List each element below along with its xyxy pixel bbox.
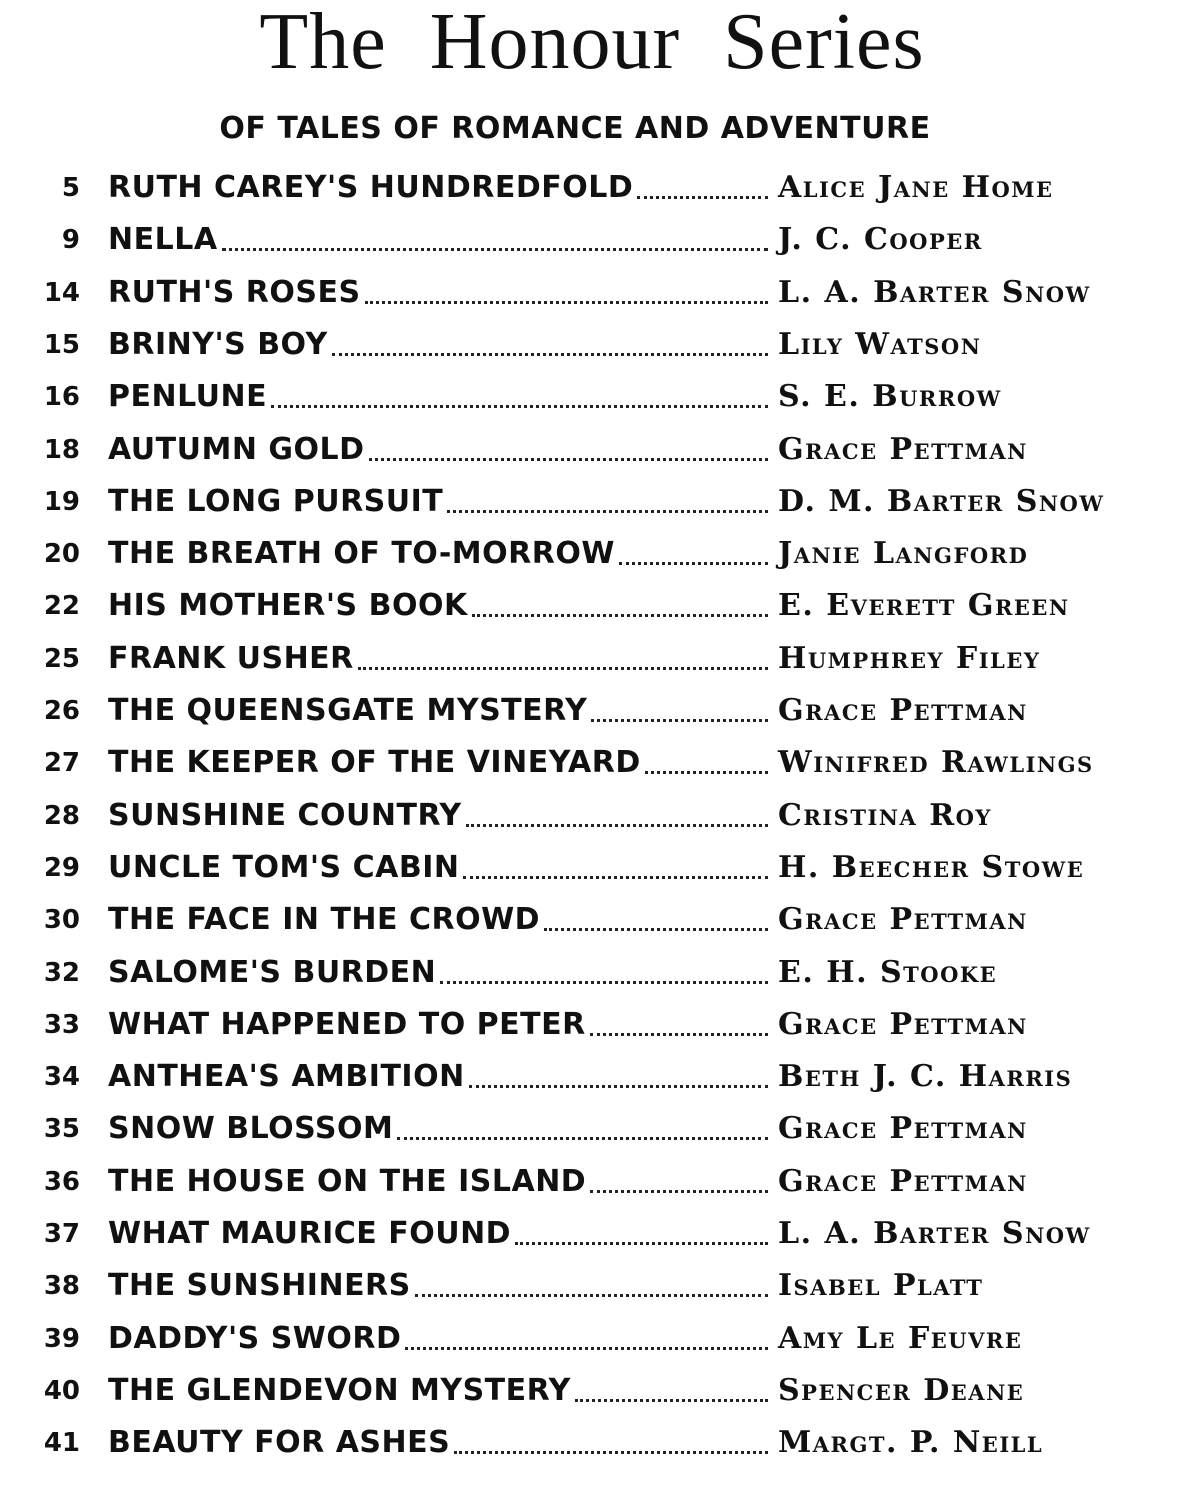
book-title-with-leader — [108, 271, 768, 315]
list-item — [0, 741, 1184, 785]
book-number: 41 — [43, 1428, 80, 1458]
list-item — [0, 375, 1184, 419]
book-title-with-leader — [108, 1055, 768, 1099]
book-author: Grace Pettman — [778, 432, 1028, 467]
book-author: H. Beecher Stowe — [778, 850, 1085, 885]
book-author: Margt. P. Neill — [778, 1425, 1044, 1460]
dotted-leader — [645, 771, 768, 774]
dotted-leader — [454, 1451, 768, 1454]
book-title-with-leader — [108, 741, 768, 785]
book-author: Grace Pettman — [778, 693, 1028, 728]
book-title: PENLUNE — [108, 379, 268, 414]
book-title: THE KEEPER OF THE VINEYARD — [108, 745, 641, 780]
book-title-with-leader — [108, 794, 768, 838]
book-author: L. A. Barter Snow — [778, 275, 1091, 310]
list-item — [0, 951, 1184, 995]
book-author: Lily Watson — [778, 327, 982, 362]
list-item — [0, 1317, 1184, 1361]
book-number: 9 — [61, 225, 80, 255]
book-number: 34 — [43, 1062, 80, 1092]
list-item — [0, 1369, 1184, 1413]
dotted-leader — [590, 1190, 768, 1193]
dotted-leader — [222, 248, 768, 251]
list-item — [0, 480, 1184, 524]
book-title: BRINY'S BOY — [108, 327, 328, 362]
book-title: RUTH'S ROSES — [108, 275, 361, 310]
list-item — [0, 1264, 1184, 1308]
book-author: Amy Le Feuvre — [778, 1321, 1023, 1356]
dotted-leader — [397, 1137, 768, 1140]
book-number: 37 — [43, 1219, 80, 1249]
dotted-leader — [405, 1347, 768, 1350]
list-item — [0, 1212, 1184, 1256]
book-title: THE LONG PURSUIT — [108, 484, 444, 519]
book-number: 39 — [43, 1324, 80, 1354]
book-title: SNOW BLOSSOM — [108, 1111, 394, 1146]
book-title-with-leader — [108, 428, 768, 472]
book-author: Grace Pettman — [778, 902, 1028, 937]
book-number: 35 — [43, 1114, 80, 1144]
book-author: E. H. Stooke — [778, 955, 998, 990]
book-title: DADDY'S SWORD — [108, 1321, 402, 1356]
book-title: THE HOUSE ON THE ISLAND — [108, 1164, 587, 1199]
book-author: Grace Pettman — [778, 1111, 1028, 1146]
book-title: THE QUEENSGATE MYSTERY — [108, 693, 588, 728]
book-title-with-leader — [108, 951, 768, 995]
book-title: THE BREATH OF TO-MORROW — [108, 536, 615, 571]
book-title: WHAT HAPPENED TO PETER — [108, 1007, 586, 1042]
book-title-with-leader — [108, 1264, 768, 1308]
book-number: 33 — [43, 1010, 80, 1040]
book-number: 30 — [43, 905, 80, 935]
list-item — [0, 218, 1184, 262]
dotted-leader — [469, 1085, 768, 1088]
book-number: 15 — [43, 330, 80, 360]
book-title-with-leader — [108, 898, 768, 942]
book-number: 25 — [43, 644, 80, 674]
book-number: 38 — [43, 1271, 80, 1301]
book-number: 5 — [61, 173, 80, 203]
book-title-with-leader — [108, 1369, 768, 1413]
list-item — [0, 532, 1184, 576]
dotted-leader — [271, 405, 768, 408]
book-number: 19 — [43, 487, 80, 517]
list-item — [0, 323, 1184, 367]
book-author: D. M. Barter Snow — [778, 484, 1105, 519]
dotted-leader — [332, 353, 768, 356]
book-number: 22 — [43, 591, 80, 621]
book-author: Beth J. C. Harris — [778, 1059, 1073, 1094]
book-number: 28 — [43, 801, 80, 831]
list-item — [0, 1160, 1184, 1204]
book-title-with-leader — [108, 1317, 768, 1361]
list-item — [0, 898, 1184, 942]
dotted-leader — [515, 1242, 768, 1245]
book-title-with-leader — [108, 218, 768, 262]
book-number: 40 — [43, 1376, 80, 1406]
list-item — [0, 428, 1184, 472]
dotted-leader — [575, 1399, 768, 1402]
book-title-with-leader — [108, 166, 768, 210]
book-title: HIS MOTHER'S BOOK — [108, 588, 468, 623]
book-author: L. A. Barter Snow — [778, 1216, 1091, 1251]
list-item — [0, 689, 1184, 733]
dotted-leader — [544, 928, 768, 931]
book-title-with-leader — [108, 532, 768, 576]
dotted-leader — [472, 614, 768, 617]
dotted-leader — [415, 1294, 768, 1297]
dotted-leader — [463, 876, 768, 879]
book-author: Spencer Deane — [778, 1373, 1025, 1408]
dotted-leader — [369, 458, 768, 461]
book-title-with-leader — [108, 1160, 768, 1204]
dotted-leader — [466, 824, 768, 827]
list-item — [0, 1055, 1184, 1099]
book-author: E. Everett Green — [778, 588, 1070, 623]
dotted-leader — [619, 562, 768, 565]
book-title-with-leader — [108, 846, 768, 890]
book-title-with-leader — [108, 1421, 768, 1465]
book-title-with-leader — [108, 480, 768, 524]
book-author: J. C. Cooper — [778, 222, 983, 257]
book-number: 27 — [43, 748, 80, 778]
book-title: FRANK USHER — [108, 641, 354, 676]
book-title: UNCLE TOM'S CABIN — [108, 850, 460, 885]
book-number: 20 — [43, 539, 80, 569]
list-item — [0, 1107, 1184, 1151]
book-number: 26 — [43, 696, 80, 726]
book-title-with-leader — [108, 1212, 768, 1256]
book-title: THE GLENDEVON MYSTERY — [108, 1373, 571, 1408]
dotted-leader — [590, 1033, 768, 1036]
book-author: Grace Pettman — [778, 1164, 1028, 1199]
list-item — [0, 794, 1184, 838]
page-subtitle: OF TALES OF ROMANCE AND ADVENTURE — [219, 111, 931, 146]
book-author: Isabel Platt — [778, 1268, 984, 1303]
list-item — [0, 584, 1184, 628]
dotted-leader — [591, 719, 768, 722]
book-number: 18 — [43, 435, 80, 465]
list-item — [0, 166, 1184, 210]
book-title: SALOME'S BURDEN — [108, 955, 437, 990]
book-title: THE SUNSHINERS — [108, 1268, 411, 1303]
book-title: BEAUTY FOR ASHES — [108, 1425, 451, 1460]
book-title-with-leader — [108, 584, 768, 628]
book-title: SUNSHINE COUNTRY — [108, 798, 462, 833]
list-item — [0, 1421, 1184, 1465]
dotted-leader — [447, 510, 768, 513]
list-item — [0, 846, 1184, 890]
page-title: The Honour Series — [259, 0, 925, 86]
list-item — [0, 637, 1184, 681]
dotted-leader — [440, 981, 768, 984]
book-title: WHAT MAURICE FOUND — [108, 1216, 512, 1251]
book-title-with-leader — [108, 637, 768, 681]
book-number: 29 — [43, 853, 80, 883]
book-author: Alice Jane Home — [778, 170, 1054, 205]
book-title-with-leader — [108, 375, 768, 419]
book-title: AUTUMN GOLD — [108, 432, 365, 467]
book-number: 36 — [43, 1167, 80, 1197]
book-author: Grace Pettman — [778, 1007, 1028, 1042]
list-item — [0, 1003, 1184, 1047]
book-author: Cristina Roy — [778, 798, 992, 833]
book-number: 32 — [43, 958, 80, 988]
book-title: RUTH CAREY'S HUNDREDFOLD — [108, 170, 634, 205]
book-number: 16 — [43, 382, 80, 412]
book-number: 14 — [43, 278, 80, 308]
book-author: S. E. Burrow — [778, 379, 1002, 414]
book-title: NELLA — [108, 222, 218, 257]
book-author: Winifred Rawlings — [778, 745, 1094, 780]
dotted-leader — [358, 667, 768, 670]
book-title-with-leader — [108, 689, 768, 733]
list-item — [0, 271, 1184, 315]
book-title: ANTHEA'S AMBITION — [108, 1059, 465, 1094]
book-title: THE FACE IN THE CROWD — [108, 902, 541, 937]
book-title-with-leader — [108, 1003, 768, 1047]
book-title-with-leader — [108, 1107, 768, 1151]
book-title-with-leader — [108, 323, 768, 367]
book-author: Janie Langford — [778, 536, 1029, 571]
dotted-leader — [637, 196, 768, 199]
book-author: Humphrey Filey — [778, 641, 1041, 676]
dotted-leader — [365, 301, 768, 304]
